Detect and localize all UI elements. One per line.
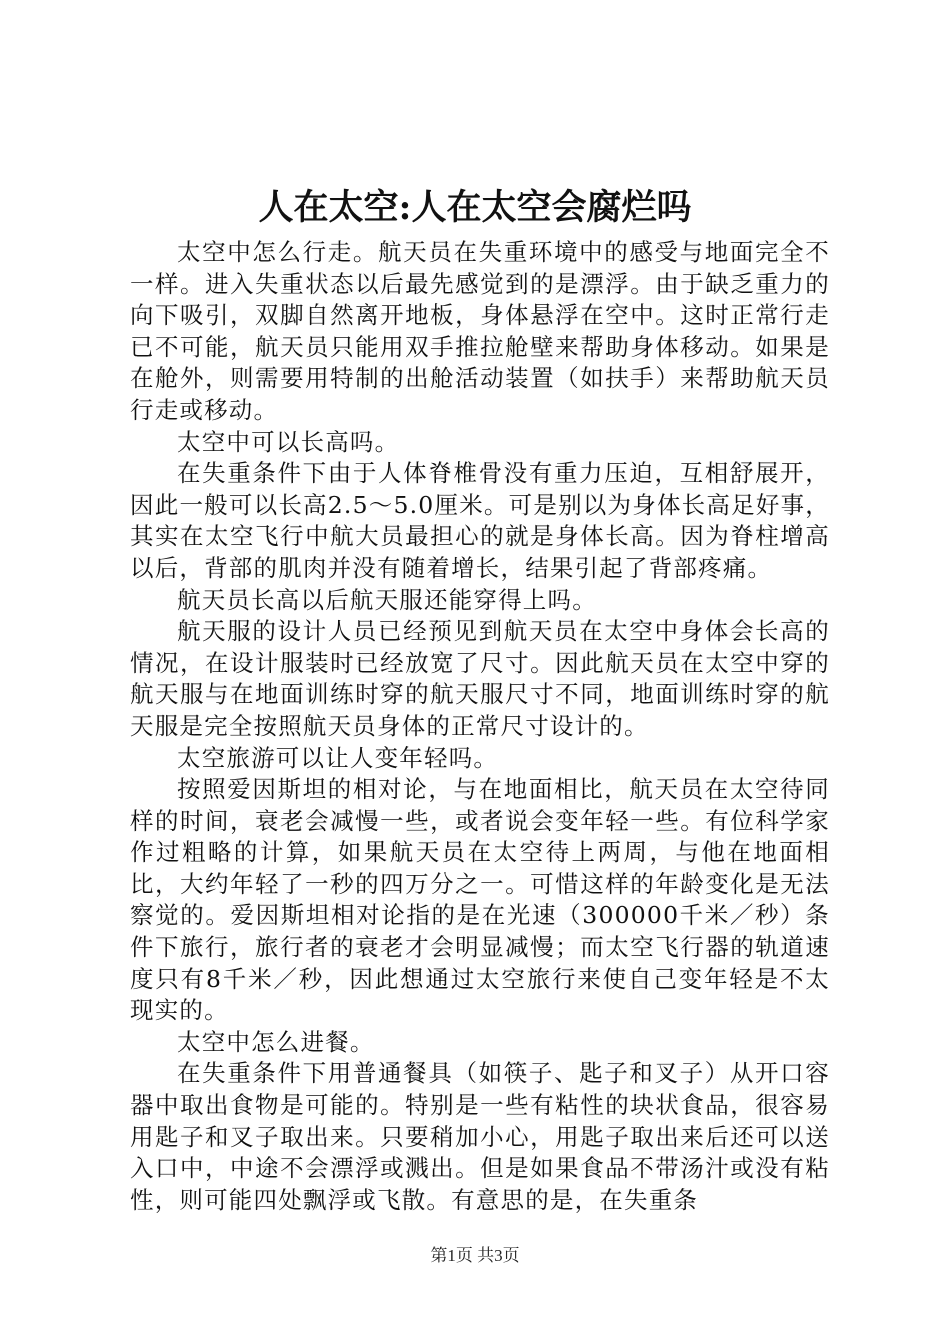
document-title: 人在太空:人在太空会腐烂吗 [258, 187, 692, 228]
paragraph-walking: 太空中怎么行走。航天员在失重环境中的感受与地面完全不一样。进入失重状态以后最先感觉到的是漂浮。由于缺乏重力的向下吸引，双脚自然离开地板，身体悬浮在空中。这时正常行走已不可能，航天员只能用双手推拉舱壁来帮助身体移动。如果是在舱外，则需要用特制的出舱活动装置（如扶手）来帮助航天员行走或移动。 [130, 238, 830, 424]
paragraph-suit-answer: 航天服的设计人员已经预见到航天员在太空中身体会长高的情况，在设计服装时已经放宽了尺寸。因此航天员在太空中穿的航天服与在地面训练时穿的航天服尺寸不同，地面训练时穿的航天服是完全按照航天员身体的正常尺寸设计的。 [130, 617, 830, 740]
paragraph-younger-question: 太空旅游可以让人变年轻吗。 [177, 743, 499, 772]
paragraph-eating-question: 太空中怎么进餐。 [177, 1027, 375, 1056]
paragraph-suit-question: 航天员长高以后航天服还能穿得上吗。 [177, 585, 597, 614]
paragraph-younger-answer: 按照爱因斯坦的相对论，与在地面相比，航天员在太空待同样的时间，衰老会减慢一些，或者说会变年轻一些。有位科学家作过粗略的计算，如果航天员在太空待上两周，与他在地面相比，大约年轻了一秒的四万分之一。可惜这样的年龄变化是无法察觉的。爱因斯坦相对论指的是在光速（300000千米／秒）条件下旅行，旅行者的衰老才会明显减慢；而太空飞行器的轨道速度只有8千米／秒，因此想通过太空旅行来使自己变年轻是不太现实的。 [130, 775, 830, 1025]
paragraph-grow-question: 太空中可以长高吗。 [177, 427, 400, 456]
document-body [130, 237, 830, 1216]
paragraph-eating-answer: 在失重条件下用普通餐具（如筷子、匙子和叉子）从开口容器中取出食物是可能的。特别是一些有粘性的块状食品，很容易用匙子和叉子取出来。只要稍加小心，用匙子取出来后还可以送入口中，中途不会漂浮或溅出。但是如果食品不带汤汁或没有粘性，则可能四处飘浮或飞散。有意思的是，在失重条 [130, 1059, 830, 1214]
paragraph-grow-answer: 在失重条件下由于人体脊椎骨没有重力压迫，互相舒展开，因此一般可以长高2.5～5.0厘米。可是别以为身体长高足好事，其实在太空飞行中航大员最担心的就是身体长高。因为脊柱增高以后，背部的肌肉并没有随着增长，结果引起了背部疼痛。 [130, 459, 830, 582]
page-indicator: 第1页 共3页 [430, 1246, 520, 1265]
